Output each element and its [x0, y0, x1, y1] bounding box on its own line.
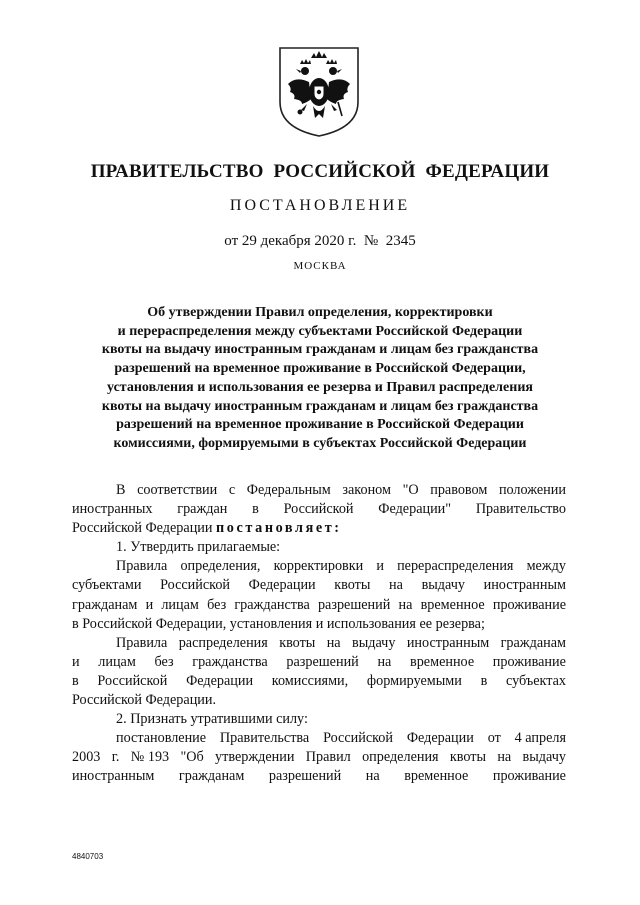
body-word: квоты [279, 634, 316, 651]
body-word: временное [404, 768, 469, 785]
body-line: в Российской Федерации, установления и использования ее резерва; [72, 615, 485, 632]
body-word: Федерации" [378, 501, 452, 518]
body-word: выдачу [421, 577, 465, 594]
heading-line: Об утверждении Правил определения, корректировки [147, 305, 493, 320]
body-word: на [365, 768, 380, 785]
body-word: в [252, 501, 259, 518]
body-word: "О [402, 482, 419, 498]
body-line [72, 500, 566, 519]
body-line [72, 672, 566, 691]
heading-line: квоты на выдачу иностранным гражданам и лицам без гражданства [101, 342, 539, 358]
body-word: проживание [492, 768, 566, 785]
body-word: г. [111, 749, 120, 766]
body-word: квоты [449, 749, 487, 766]
body-word: Федерации [186, 672, 254, 689]
body-line: 2. Признать утратившими силу: [116, 711, 308, 728]
body-word: В [116, 482, 126, 498]
body-word: иностранным [72, 768, 155, 785]
body-word: от [487, 730, 501, 747]
body-line [72, 519, 566, 538]
body-word: лицам [98, 653, 136, 670]
body-word: иностранных [72, 501, 153, 518]
body-word: разрешений [286, 653, 359, 670]
body-word: и [376, 558, 384, 575]
body-word: без [207, 596, 227, 613]
body-word: и [72, 653, 80, 670]
body-word: определения, [180, 558, 261, 575]
body-word: Федеральным [246, 482, 331, 498]
body-word: Российской [160, 577, 231, 594]
body-word: Правила [116, 558, 168, 575]
body-word: Правила [116, 634, 168, 651]
body-word: проживание [492, 596, 566, 613]
body-word: выдачу [352, 634, 396, 651]
body-word: определения [362, 749, 439, 766]
body-word: 4 апреля [514, 730, 566, 747]
heading-line: установления и использования ее резерва и Правил распределения [107, 379, 533, 395]
body-line [72, 596, 566, 615]
body-line: Российской Федерации. [72, 692, 217, 709]
body-line [72, 729, 566, 748]
body-word: субъектах [506, 672, 566, 689]
body-word: на [497, 749, 512, 766]
body-line [72, 481, 566, 500]
decree-date-number: от 29 декабря 2020 г. № 2345 [224, 233, 416, 249]
body-word: 2003 [72, 749, 101, 766]
decree-verb: постановляет: [216, 520, 342, 537]
body-word: перераспределения [397, 558, 514, 575]
body-word: на [326, 634, 341, 651]
body-word: гражданства [192, 653, 268, 670]
body-word: Правительство [475, 501, 566, 518]
body-line: 1. Утвердить прилагаемые: [116, 539, 281, 556]
body-word: правовом [430, 482, 488, 498]
body-text: Российской Федерации [72, 520, 213, 537]
decree-body [72, 481, 566, 787]
body-line [72, 767, 566, 786]
heading-line: разрешений на временное проживание в Российской Федерации, [114, 361, 526, 377]
state-emblem-icon [276, 44, 362, 138]
body-word: законом [342, 482, 391, 498]
body-word: без [154, 653, 174, 670]
body-word: Российской [97, 672, 168, 689]
body-word: распределения [178, 634, 268, 651]
body-line [72, 576, 566, 595]
body-word: иностранным [483, 577, 566, 594]
body-word: квоты [334, 577, 371, 594]
body-word: Российской [283, 501, 354, 518]
body-line [72, 653, 566, 672]
body-word: гражданам [72, 596, 138, 613]
body-line [72, 557, 566, 576]
body-word: Федерации [406, 730, 474, 747]
body-word: на [389, 577, 403, 594]
body-word: в [480, 672, 488, 689]
body-line [72, 634, 566, 653]
body-word: Федерации [248, 577, 316, 594]
body-word: и [145, 596, 154, 613]
body-word: гражданства [234, 596, 310, 613]
body-word: постановление [116, 730, 207, 747]
body-word: положении [498, 482, 566, 498]
document-code: 4840703 [72, 852, 104, 861]
body-word: Правительства [219, 730, 310, 747]
body-word: временное [410, 653, 475, 670]
body-word: субъектами [72, 577, 142, 594]
body-word: лицам [161, 596, 199, 613]
heading-line: и перераспределения между субъектами Российской Федерации [117, 323, 523, 339]
heading-line: комиссиями, формируемыми в субъектах Российской Федерации [113, 435, 527, 451]
city-name: МОСКВА [293, 260, 347, 272]
body-word: в [72, 672, 79, 689]
body-word: Правил [305, 749, 351, 766]
body-word: утверждении [215, 749, 295, 766]
body-word: "Об [180, 749, 204, 766]
body-word: на [377, 653, 392, 670]
government-title: ПРАВИТЕЛЬСТВО РОССИЙСКОЙ ФЕДЕРАЦИИ [90, 161, 550, 182]
body-word: гражданам [178, 768, 245, 785]
decree-heading [40, 304, 600, 454]
document-type: ПОСТАНОВЛЕНИЕ [229, 197, 411, 214]
heading-line: квоты на выдачу иностранным гражданам и лицам без гражданства [101, 398, 539, 414]
body-word: выдачу [522, 749, 566, 766]
body-word: разрешений [317, 596, 391, 613]
body-word: на [398, 596, 413, 613]
body-word: формируемыми [366, 672, 462, 689]
body-word: Российской [323, 730, 393, 747]
body-word: № 193 [130, 749, 170, 766]
body-word: разрешений [268, 768, 342, 785]
body-word: проживание [492, 653, 566, 670]
heading-line: разрешений на временное проживание в Российской Федерации [116, 417, 524, 433]
body-word: соответствии [137, 482, 218, 498]
body-word: между [526, 558, 566, 575]
body-line [72, 748, 566, 767]
body-word: с [228, 482, 236, 498]
body-word: граждан [177, 501, 228, 518]
body-word: иностранным [406, 634, 490, 651]
body-word: комиссиями, [271, 672, 349, 689]
body-word: временное [420, 596, 485, 613]
body-word: корректировки [273, 558, 364, 575]
body-word: гражданам [500, 634, 566, 651]
